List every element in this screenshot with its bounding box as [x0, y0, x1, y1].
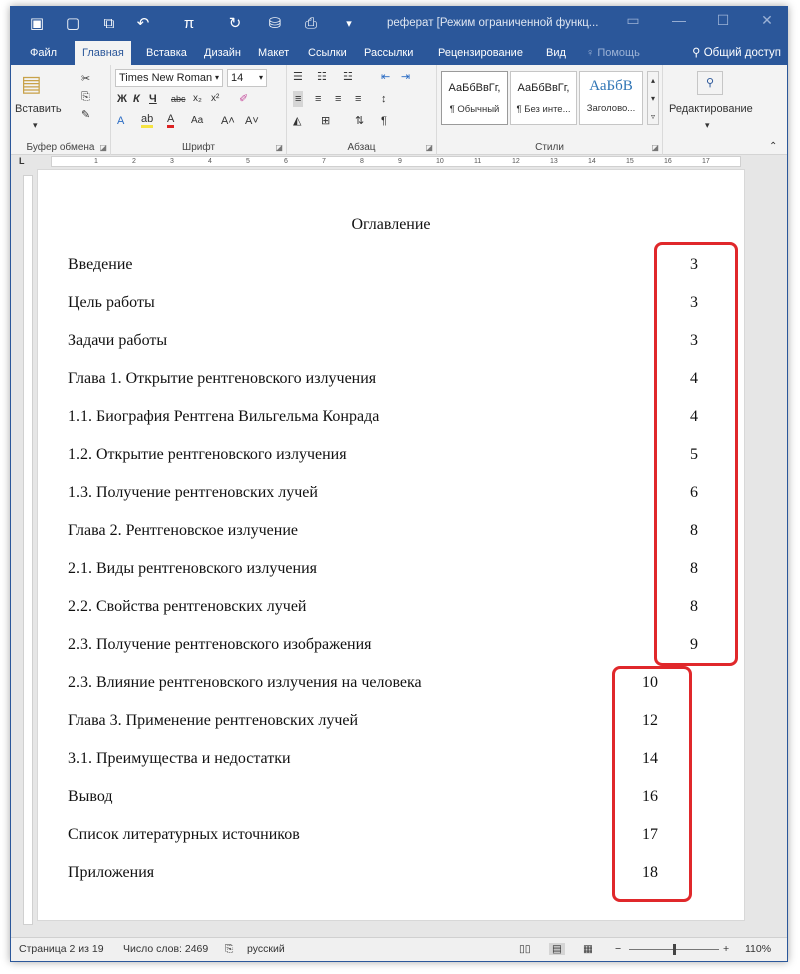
save-icon[interactable]: ▣ — [29, 15, 45, 32]
style-name: Заголово... — [586, 103, 636, 114]
toc-entry[interactable] — [68, 522, 728, 544]
tab-view[interactable]: Вид — [546, 47, 566, 59]
toc-entry[interactable] — [68, 598, 728, 620]
font-group — [111, 65, 287, 155]
toc-entry-title: Глава 1. Открытие рентгеновского излучения — [68, 370, 377, 387]
style-name: ¶ Без инте... — [516, 104, 571, 115]
clipboard-group-label: Буфер обмена — [26, 142, 95, 153]
toc-entry-title: 2.2. Свойства рентгеновских лучей — [68, 598, 307, 615]
read-mode-icon[interactable]: ▯▯ — [519, 943, 531, 955]
toc-entry-page: 17 — [642, 826, 658, 843]
tab-selector-icon[interactable]: L — [19, 156, 25, 166]
style-sample: АаБбВ — [589, 78, 633, 94]
horizontal-ruler[interactable] — [11, 155, 787, 168]
shading-icon[interactable]: ◭ — [293, 115, 302, 127]
font-name-value: Times New Roman — [119, 72, 213, 84]
toc-entry[interactable] — [68, 370, 728, 392]
paragraph-group-label: Абзац — [347, 142, 376, 153]
language-indicator[interactable]: русский — [247, 943, 285, 955]
toc-entry-page: 4 — [690, 370, 698, 387]
minimize-icon[interactable]: — — [672, 12, 686, 28]
toc-entry-title: Вывод — [68, 788, 113, 805]
change-case-button[interactable]: Aa — [191, 115, 204, 126]
clipboard-group — [11, 65, 111, 155]
style-no-spacing[interactable] — [510, 71, 577, 125]
chevron-down-icon: ▾ — [258, 73, 263, 82]
toc-entry-page: 8 — [690, 560, 698, 577]
highlight-box-lower — [612, 666, 692, 902]
tab-insert[interactable]: Вставка — [146, 47, 187, 59]
tab-mailings[interactable]: Рассылки — [364, 47, 414, 59]
toc-entry-title: Глава 2. Рентгеновское излучение — [68, 522, 298, 539]
paste-icon[interactable]: ▤ — [21, 71, 42, 96]
toc-entry[interactable] — [68, 294, 728, 316]
share-label: Общий доступ — [703, 47, 781, 59]
style-sample: АаБбВвГг, — [517, 82, 570, 94]
ruler-number: 12 — [512, 158, 520, 165]
style-heading[interactable] — [579, 71, 643, 125]
toc-entry-page: 10 — [642, 674, 658, 691]
toc-heading: Оглавление — [351, 216, 431, 233]
toc-entry-page: 4 — [690, 408, 698, 425]
toc-entry-page: 8 — [690, 522, 698, 539]
toc-entry-title: 3.1. Преимущества и недостатки — [68, 750, 291, 767]
toc-entry-title: 1.2. Открытие рентгеновского излучения — [68, 446, 347, 463]
redo-icon[interactable]: ↻ — [228, 15, 242, 32]
customize-icon[interactable]: ▾ — [346, 18, 352, 30]
print-layout-icon[interactable]: ▤ — [549, 943, 565, 955]
toc-entry-title: Список литературных источников — [68, 826, 300, 843]
ruler-number: 11 — [474, 158, 482, 165]
ruler-number: 10 — [436, 158, 444, 165]
toc-entry-title: 2.1. Виды рентгеновского излучения — [68, 560, 317, 577]
ruler-number: 8 — [360, 158, 364, 165]
tab-help-label: Помощь — [597, 47, 640, 59]
font-group-label: Шрифт — [182, 142, 215, 153]
format-painter-icon[interactable]: ✎ — [81, 109, 91, 121]
style-normal[interactable] — [441, 71, 508, 125]
style-sample: АаБбВвГг, — [448, 82, 501, 94]
ruler-number: 17 — [702, 158, 710, 165]
toc-entry-page: 3 — [690, 332, 698, 349]
toc-entry-page: 16 — [642, 788, 658, 805]
font-size-value: 14 — [231, 72, 244, 84]
word-count[interactable]: Число слов: 2469 — [123, 943, 209, 955]
styles-group — [437, 65, 663, 155]
styles-launcher-icon[interactable]: ◪ — [651, 143, 659, 152]
toc-entry[interactable] — [68, 560, 728, 582]
toc-entry-title: 1.1. Биография Рентгена Вильгельма Конрада — [68, 408, 380, 425]
ribbon-tabs — [11, 41, 787, 65]
align-left-icon[interactable]: ≡ — [295, 93, 302, 105]
toc-entry[interactable] — [68, 408, 728, 430]
toc-entry[interactable] — [68, 636, 728, 658]
sort-icon[interactable]: ⇅ — [355, 115, 365, 127]
undo-icon[interactable]: ↶ — [136, 15, 150, 32]
tab-references[interactable]: Ссылки — [308, 47, 347, 59]
strikethrough-button[interactable]: abc — [171, 94, 186, 104]
shrink-font-icon[interactable]: A˅ — [245, 115, 259, 127]
toc-entry-page: 5 — [690, 446, 698, 463]
font-color-icon[interactable]: A — [167, 113, 174, 128]
toc-entry-title: Цель работы — [68, 294, 155, 311]
search-icon[interactable]: ⚲ — [697, 71, 723, 95]
ruler-number: 4 — [208, 158, 212, 165]
document-title: реферат [Режим ограниченной функц... — [387, 17, 599, 29]
toc-entry-page: 3 — [690, 256, 698, 273]
paste-button[interactable]: Вставить — [15, 103, 62, 115]
toc-entry-page: 8 — [690, 598, 698, 615]
toc-entry[interactable] — [68, 446, 728, 468]
toc-entry-title: Введение — [68, 256, 133, 273]
editing-button[interactable]: Редактирование — [669, 103, 753, 115]
ribbon-display-icon[interactable]: ▭ — [626, 12, 640, 28]
tab-design[interactable]: Дизайн — [204, 47, 241, 59]
page-indicator[interactable]: Страница 2 из 19 — [19, 943, 104, 955]
subscript-button[interactable]: x₂ — [193, 93, 202, 104]
chevron-down-icon[interactable]: ▾ — [705, 120, 710, 130]
borders-icon[interactable]: ⊞ — [321, 115, 331, 127]
toc-entry-page: 12 — [642, 712, 658, 729]
clear-formatting-icon[interactable]: ✐ — [239, 93, 249, 105]
tab-help[interactable] — [579, 41, 647, 65]
clipboard-launcher-icon[interactable]: ◪ — [99, 143, 107, 152]
align-right-icon[interactable]: ≡ — [335, 93, 342, 105]
zoom-slider-thumb[interactable] — [673, 944, 676, 955]
ruler-number: 14 — [588, 158, 596, 165]
word-window — [10, 6, 788, 962]
font-launcher-icon[interactable]: ◪ — [275, 143, 283, 152]
proofing-icon[interactable]: ⎘ — [225, 943, 234, 955]
increase-indent-icon[interactable]: ⇥ — [401, 71, 411, 83]
share-button[interactable] — [692, 41, 781, 65]
highlight-box-upper — [654, 242, 738, 666]
ruler-track — [51, 156, 741, 167]
toc-entry-title: Глава 3. Применение рентгеновских лучей — [68, 712, 359, 729]
show-formatting-icon[interactable]: ¶ — [381, 115, 387, 127]
toc-entry[interactable] — [68, 484, 728, 506]
styles-scroll[interactable]: ▴ ▾ ▿ — [647, 71, 659, 125]
print-preview-icon[interactable]: ⎙ — [304, 15, 317, 32]
toc-entry-title: Приложения — [68, 864, 155, 881]
zoom-level[interactable]: 110% — [745, 943, 772, 955]
zoom-out-icon[interactable]: − — [615, 943, 622, 955]
bold-button[interactable]: Ж — [117, 93, 127, 105]
zoom-in-icon[interactable]: + — [723, 943, 730, 955]
multilevel-list-icon[interactable]: ☳ — [343, 71, 353, 83]
web-layout-icon[interactable]: ▦ — [583, 943, 593, 955]
line-spacing-icon[interactable]: ↕ — [381, 93, 387, 105]
ribbon — [11, 65, 787, 155]
decrease-indent-icon[interactable]: ⇤ — [381, 71, 391, 83]
title-bar — [11, 7, 787, 41]
bullets-icon[interactable]: ☰ — [293, 71, 303, 83]
ruler-number: 16 — [664, 158, 672, 165]
align-center-icon[interactable]: ≡ — [315, 93, 322, 105]
toc-entry-page: 9 — [690, 636, 698, 653]
ruler-number: 9 — [398, 158, 402, 165]
ruler-number: 3 — [170, 158, 174, 165]
tab-home[interactable]: Главная — [75, 41, 131, 65]
highlight-color-icon[interactable]: ab — [141, 113, 153, 128]
text-effects-icon[interactable]: A — [117, 115, 125, 127]
font-size-dropdown[interactable] — [227, 69, 267, 87]
document-page[interactable] — [37, 169, 745, 921]
italic-button[interactable]: К — [133, 93, 140, 105]
lightbulb-icon: ♀ — [586, 47, 595, 59]
superscript-button[interactable]: x² — [211, 93, 220, 104]
tab-review[interactable]: Рецензирование — [438, 47, 523, 59]
font-name-dropdown[interactable] — [115, 69, 223, 87]
status-bar — [11, 937, 787, 961]
numbering-icon[interactable]: ☷ — [317, 71, 327, 83]
close-icon[interactable]: ✕ — [761, 12, 773, 28]
ruler-number: 5 — [246, 158, 250, 165]
equation-icon[interactable]: π — [183, 15, 195, 32]
paragraph-launcher-icon[interactable]: ◪ — [425, 143, 433, 152]
toc-entry-page: 18 — [642, 864, 658, 881]
toc-entry-page: 6 — [690, 484, 698, 501]
justify-icon[interactable]: ≡ — [355, 93, 362, 105]
toc-entry[interactable] — [68, 256, 728, 278]
ruler-number: 2 — [132, 158, 136, 165]
save-as-icon[interactable]: ⧉ — [103, 15, 115, 32]
toc-entry-title: 2.3. Влияние рентгеновского излучения на человека — [68, 674, 422, 691]
person-icon: ⚲ — [692, 47, 701, 59]
toc-entry-title: 1.3. Получение рентгеновских лучей — [68, 484, 318, 501]
cut-icon[interactable]: ✂ — [81, 73, 91, 85]
new-doc-icon[interactable]: ▢ — [65, 15, 81, 32]
ruler-number: 6 — [284, 158, 288, 165]
toc-entry-title: 2.3. Получение рентгеновского изображения — [68, 636, 372, 653]
open-icon[interactable]: ⛁ — [268, 15, 282, 32]
maximize-icon[interactable]: ☐ — [716, 12, 730, 28]
toc-entry-title: Задачи работы — [68, 332, 168, 349]
ruler-number: 1 — [94, 158, 98, 165]
tab-layout[interactable]: Макет — [258, 47, 290, 59]
toc-entry-page: 3 — [690, 294, 698, 311]
ruler-number: 13 — [550, 158, 558, 165]
styles-group-label: Стили — [535, 142, 564, 153]
style-name: ¶ Обычный — [449, 104, 500, 115]
toc-entry-page: 14 — [642, 750, 658, 767]
tab-file[interactable]: Файл — [30, 47, 58, 59]
editing-group — [663, 65, 763, 155]
paste-dropdown-icon[interactable]: ▾ — [33, 120, 38, 130]
grow-font-icon[interactable]: A˄ — [221, 115, 235, 127]
paragraph-group — [287, 65, 437, 155]
vertical-ruler[interactable] — [23, 175, 33, 925]
chevron-down-icon: ▾ — [214, 73, 219, 82]
ruler-number: 7 — [322, 158, 326, 165]
ruler-number: 15 — [626, 158, 634, 165]
underline-button[interactable]: Ч — [149, 93, 157, 105]
toc-entry[interactable] — [68, 332, 728, 354]
collapse-ribbon-icon[interactable]: ⌃ — [769, 141, 778, 152]
copy-icon[interactable]: ⎘ — [81, 91, 90, 103]
